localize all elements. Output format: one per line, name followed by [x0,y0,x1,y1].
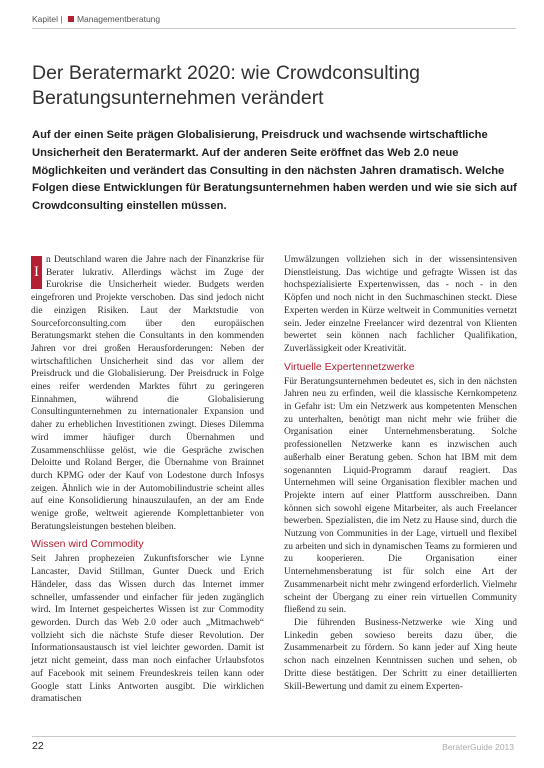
header-separator: | [60,14,63,24]
section-heading-1: Wissen wird Commodity [31,538,144,551]
text-column-right [284,254,517,693]
article-title [32,61,522,111]
drop-cap: I [31,256,42,289]
section-heading-2: Virtuelle Expertennetzwerke [284,360,415,373]
body-paragraph-5: Die führenden Business-Netzwerke wie Xing und Linkedin geben sowieso bereits dazu über, die Zusammenarbeit zu fördern. So kann jeder auf Xing heute schon nach einzelnen Kenntnissen suchen und sehen, ob Dritte diese bestätigen. Der Schritt zu einer detaillierten Skill-Bewertung und damit zu einem Experten- [284,617,517,692]
footer-rule [32,736,516,737]
body-paragraph-4: Für Beratungsunternehmen bedeutet es, sich in den nächsten Jahren neu zu erfinden, weil die klassische Kernkompetenz in Gefahr ist: Um ein Netzwerk aus kompetenten Menschen zu unterhalten, benötigt man nicht mehr wie früher die Organisation einer Unternehmensberatung. Solche professionellen Netzwerke kann es inzwischen auch außerhalb einer Beratung geben. Schon hat IBM mit dem sogenannten Liquid-Programm darauf reagiert. Das Unternehmen will seine Organisation flexibler machen und Projekte intern auf einer Plattform ausschreiben. Dann können sich sowohl eigene Mitarbeiter, als auch Freelancer bewerben. Spezialisten, die im Netz zu Hause sind, durch die Nutzung von Communities in der Lage, virtuell und flexibel zu arbeiten und sich in dynamischen Teams zu formieren und zu kooperieren. Die Organisation einer Unternehmensberatung ist für solch eine Art der Zusammenarbeit nicht mehr zwingend erforderlich. Vielmehr scheint der Übergang zu einer rein virtuellen Community fließend zu sein. [284,376,517,616]
title-line-1: Der Beratermarkt 2020: wie Crowdconsulting [32,62,421,84]
body-paragraph-2: Seit Jahren prophezeien Zukunftsforscher wie Lynne Lancaster, David Stillman, Gunter Dueck und Erich Händeler, dass das Wissen durch das Internet immer schneller, umfassender und einfacher für jeden zugänglich wird. Im Internet gespeichertes Wissen ist zur Commodity geworden. Durch das Web 2.0 oder auch „Mitmachweb“ vollzieht sich die nächste Stufe dieser Revolution. Der Informationsaustausch ist viel leichter geworden. Damit ist jetzt nicht gemeint, dass man noch einfacher Urlaubsfotos auf Facebook mit seinem Freundeskreis teilen kann oder Google statt Links Antworten ausgibt. Die wirklichen dramatischen [31,554,264,705]
body-paragraph-3: Umwälzungen vollziehen sich in der wissensintensiven Dienstleistung. Das wichtige und gefragte Wissen ist das hochspezialisierte Expertenwissen, das - noch - in den Köpfen und noch nicht in den Suchmaschinen steckt. Diese Experten werden in Kürze weltweit in Communities vernetzt sein. Jeder einzelne Freelancer wird dezentral von Klienten bewertet sein können nach fachlicher Qualifikation, Zuverlässigkeit oder Kreativität. [284,255,517,354]
body-paragraph-1-text: n Deutschland waren die Jahre nach der Finanzkrise für Berater lukrativ. Allerdings wächst im Zuge der Eurokrise die Unsicherheit wieder. Budgets werden eingefroren und Projekte verschoben. Das sind jedoch nicht die einzigen Risiken. Laut der Marktstudie von Sourceforconsulting.com über den europäischen Beratungsmarkt stehen die Consultants in den kommenden Jahren vor drei großen Herausforderungen: Neben der wirtschaftlichen Unsicherheit sind das vor allem der Preisdruck und die Globalisierung. Der Preisdruck in Folge eines reifer werdenden Marktes führt zu geringeren Einnahmen, während die Globalisierung Consultingunternehmen zu internationaler Expansion und daher zu erheblichen Investitionen zwingt. Dieses Dilemma wird immer häufiger durch Übernahmen und Zusammenschlüsse gelöst, wie die Gespräche zwischen Deloitte und Roland Berger, die Übernahme von Brainnet durch KPMG oder der Kauf von Lodestone durch Infosys zeigen. Ähnlich wie in der Automobilindustrie scheint alles auf eine Konsolidierung hinauszulaufen, an der am Ende wenige große, weltweit agierende Komplettanbieter von Beratungsleistungen bestehen bleiben. [31,255,264,532]
page-number: 22 [32,740,44,752]
red-square-icon [68,16,74,22]
body-paragraph-1 [31,254,264,533]
header-section: Kapitel [32,14,58,24]
running-header [32,14,160,24]
article-lead: Auf der einen Seite prägen Globalisierung, Preisdruck und wachsende wirtschaftliche Unsicherheit den Beratermarkt. Auf der anderen Seite eröffnet das Web 2.0 neue Möglichkeiten und verändert das Consulting in den nächsten Jahren dramatisch. Welche Folgen diese Entwicklungen für Beratungsunternehmen haben werden und wie sie sich auf Crowdconsulting einstellen müssen. [32,129,517,213]
text-column-left [31,254,264,706]
publication-name: BeraterGuide 2013 [442,742,514,752]
header-subsection: Managementberatung [76,14,161,24]
header-rule [32,28,516,29]
title-line-2: Beratungsunternehmen verändert [32,87,324,109]
